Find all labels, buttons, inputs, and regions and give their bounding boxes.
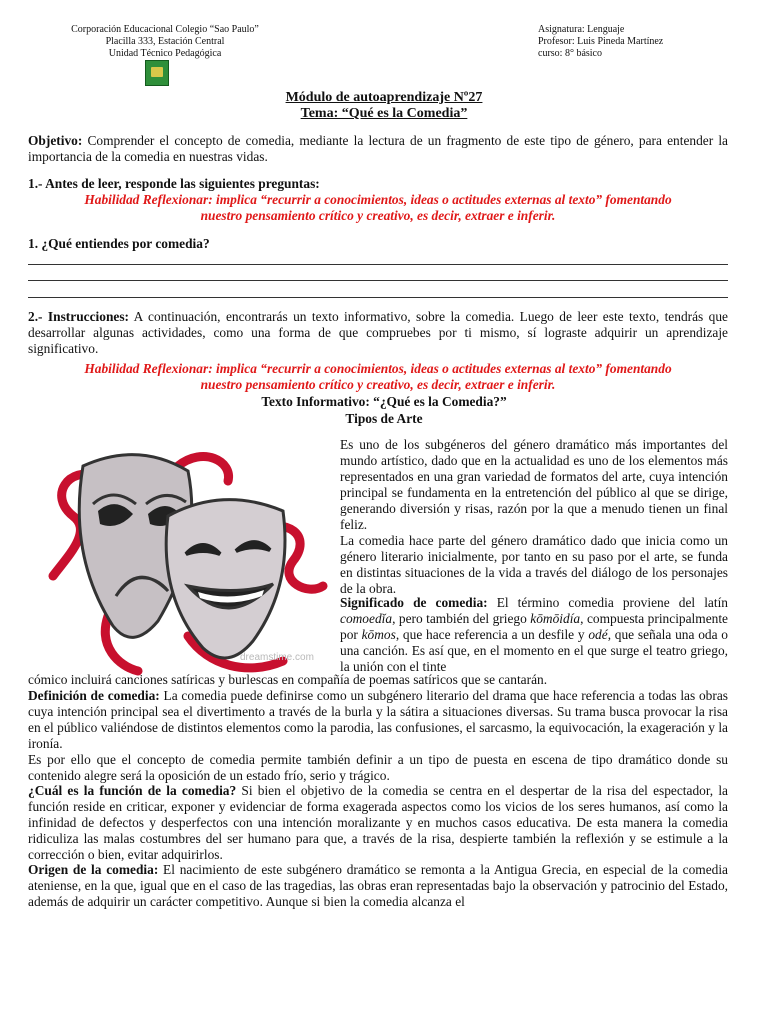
section1-heading: 1.- Antes de leer, responde las siguientes preguntas: — [28, 176, 320, 191]
body-paragraph-2: La comedia hace parte del género dramático dado que inicia como un género literario inicialmente, por tanto en su paso por el arte, se funda en distintas situaciones de la vida a través del diálogo de los personajes de la obra. — [340, 533, 728, 596]
school-header — [40, 24, 290, 60]
school-logo-icon — [145, 60, 169, 86]
instructions-text: A continuación, encontrarás un texto informativo, sobre la comedia. Luego de leer este texto, tendrás que desarrollar algunas actividades, como una forma de que compruebes por ti mismo, sí lograste adquirir un aprendizaje significativo. — [28, 309, 728, 356]
body-paragraph-3-tail: cómico incluirá canciones satíricas y burlescas en compañía de poemas satíricos que se cantarán. — [28, 672, 548, 687]
definition-label: Definición de comedia: — [28, 688, 160, 703]
school-unit: Unidad Técnico Pedagógica — [108, 48, 222, 59]
instructions-paragraph — [28, 309, 728, 357]
function-label: ¿Cuál es la función de la comedia? — [28, 783, 237, 798]
meaning-text-d: , que hace referencia a un desfile y — [395, 627, 589, 642]
body-paragraph-3 — [340, 595, 728, 675]
body-paragraph-4 — [28, 688, 728, 752]
greek-word: kōmōidía — [530, 611, 581, 626]
section1-skill-line2: nuestro pensamiento crítico y creativo, es decir, extraer e inferir. — [200, 208, 556, 223]
meaning-text-e: , que señala una oda o una canción. Es así que, en el momento en el que surge el teatro griego, la unión con el tinte — [340, 627, 728, 674]
teacher-label: Profesor: Luis Pineda Martínez — [538, 36, 664, 47]
latin-word: comoedĭa — [340, 611, 393, 626]
image-watermark: dreamstime.com — [240, 652, 314, 663]
objective-label: Objetivo: — [28, 133, 83, 148]
module-title: Módulo de autoaprendizaje Nº27 — [285, 90, 483, 105]
course-label: curso: 8° básico — [538, 48, 602, 59]
text-subtitle: Tipos de Arte — [345, 411, 423, 426]
origin-text: El nacimiento de este subgénero dramático se remonta a la Antigua Grecia, en especial de la comedia ateniense, en la que, igual que en el caso de las tragedias, las obras eran representadas bajo la observación y patrocinio del Estado, además de adquirir un carácter competitivo. Aunque si bien la comedia alcanza el — [28, 862, 729, 909]
meaning-label: Significado de comedia: — [340, 595, 488, 610]
origin-label: Origen de la comedia: — [28, 862, 159, 877]
answer-line-2[interactable] — [28, 280, 728, 281]
question-1: 1. ¿Qué entiendes por comedia? — [28, 236, 210, 251]
meaning-text-a: El término comedia proviene del latín — [487, 595, 729, 610]
school-name: Corporación Educacional Colegio “Sao Paulo” — [71, 24, 259, 35]
section1-skill-line1: Habilidad Reflexionar: implica “recurrir a conocimientos, ideas o actitudes externas al texto” fomentando — [84, 192, 672, 207]
objective-text: Comprender el concepto de comedia, mediante la lectura de un fragmento de este tipo de género, para entender la importancia de la comedia en nuestras vidas. — [28, 133, 728, 164]
meaning-text-c: , compuesta principalmente por — [340, 611, 728, 642]
ode-word: odé — [588, 627, 608, 642]
function-text: Si bien el objetivo de la comedia se centra en el despertar de la risa del espectador, la función reside en criticar, exponer y evidenciar de forma exagerada aspectos como los vicios de los seres humanos, así como la infinidad de defectos y desperfectos con una intención moralizante y en muchos casos educativa. De esta manera la comedia ridiculiza las malas costumbres del ser humano para que, a través de la risa, despierte también la reflexión y se estimule a la corrección o bien, evitar adquirirlos. — [28, 783, 728, 862]
answer-line-1[interactable] — [28, 264, 728, 265]
subject-label: Asignatura: Lenguaje — [538, 24, 625, 35]
section2-skill-line2: nuestro pensamiento crítico y creativo, es decir, extraer e inferir. — [200, 377, 556, 392]
body-paragraph-5: Es por ello que el concepto de comedia permite también definir a un tipo de puesta en escena de tipo dramático donde su contenido alegre será la oposición de un estado frío, serio y trágico. — [28, 752, 728, 783]
theater-masks-image — [38, 436, 338, 686]
topic-title: Tema: “Qué es la Comedia” — [300, 106, 468, 121]
school-address: Placilla 333, Estación Central — [105, 36, 225, 47]
instructions-label: 2.- Instrucciones: — [28, 309, 129, 324]
section2-skill-line1: Habilidad Reflexionar: implica “recurrir a conocimientos, ideas o actitudes externas al texto” fomentando — [84, 361, 672, 376]
body-paragraph-1: Es uno de los subgéneros del género dramático más importantes del mundo artístico, dado que en la actualidad es uno de los elementos más representados en una gran variedad de formatos del arte, cuya intención principal se fundamenta en la entretención del público al que se dirige, generando diversión y risas, razón por la que a menudo tienen un final feliz. — [340, 437, 728, 532]
meaning-text-b: , pero también del griego — [392, 611, 531, 626]
komos-word: kōmos — [361, 627, 396, 642]
body-paragraph-7 — [28, 862, 728, 910]
answer-line-3[interactable] — [28, 297, 728, 298]
course-header — [538, 24, 738, 60]
text-title: Texto Informativo: “¿Qué es la Comedia?” — [261, 394, 507, 409]
definition-text: La comedia puede definirse como un subgénero literario del drama que hace referencia a todas las obras cuya intención principal sea el divertimento a través de la burla y la sátira a situaciones diversas. Su trama busca provocar la risa en el público valiéndose de distintos elementos como la parodia, las confusiones, el sarcasmo, la equivocación, la exageración y la ironía. — [28, 688, 728, 751]
body-paragraph-6 — [28, 783, 728, 863]
objective-paragraph — [28, 133, 728, 165]
